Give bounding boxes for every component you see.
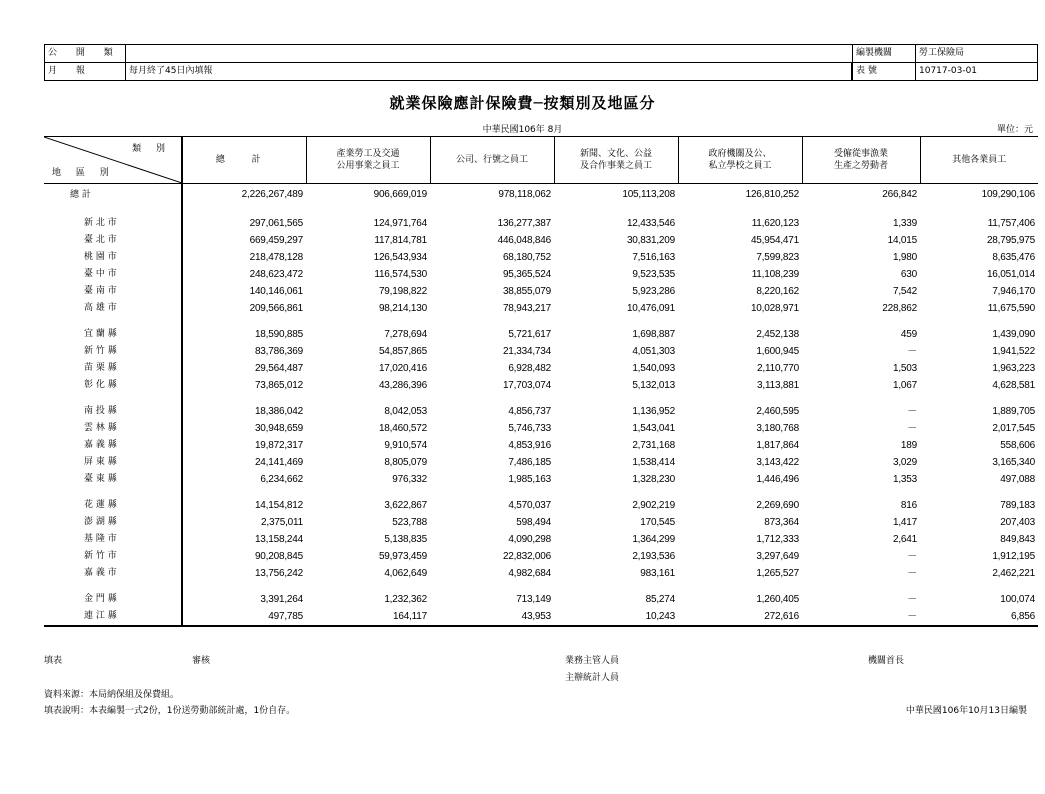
table-row bbox=[44, 326, 1038, 343]
table-number-label: 表 號 bbox=[853, 63, 916, 81]
value-cell: － bbox=[907, 551, 917, 562]
value-cell: 5,923,286 bbox=[632, 286, 675, 297]
table-row bbox=[44, 232, 1038, 249]
table-row bbox=[44, 249, 1038, 266]
value-cell: 669,459,297 bbox=[249, 235, 303, 246]
value-cell: 7,278,694 bbox=[384, 329, 427, 340]
value-cell: 873,364 bbox=[764, 517, 799, 528]
value-cell: 1,540,093 bbox=[632, 363, 675, 374]
value-cell: 523,788 bbox=[392, 517, 427, 528]
table-row bbox=[44, 471, 1038, 488]
value-cell: 5,138,835 bbox=[384, 534, 427, 545]
value-cell: 3,297,649 bbox=[756, 551, 799, 562]
value-cell: 7,516,163 bbox=[632, 252, 675, 263]
value-cell: 3,165,340 bbox=[992, 457, 1035, 468]
value-cell: 459 bbox=[900, 329, 917, 340]
value-cell: 266,842 bbox=[882, 189, 917, 200]
value-cell: 9,910,574 bbox=[384, 440, 427, 451]
value-cell: 117,814,781 bbox=[374, 235, 427, 246]
region-label: 澎 湖 縣 bbox=[44, 514, 182, 531]
value-cell: 7,486,185 bbox=[508, 457, 551, 468]
report-deadline: 每月終了45日內填報 bbox=[126, 63, 852, 81]
value-cell: 1,417 bbox=[892, 517, 917, 528]
value-cell: 1,067 bbox=[892, 380, 917, 391]
table-row bbox=[44, 497, 1038, 514]
value-cell: 446,048,846 bbox=[497, 235, 551, 246]
table-number: 10717-03-01 bbox=[916, 63, 1038, 81]
table-body bbox=[44, 184, 1038, 627]
region-label: 基 隆 市 bbox=[44, 531, 182, 548]
value-cell: 7,946,170 bbox=[992, 286, 1035, 297]
business-supervisor-label: 業務主管人員 bbox=[565, 656, 620, 666]
value-cell: 59,973,459 bbox=[378, 551, 427, 562]
value-cell: 116,574,530 bbox=[374, 269, 427, 280]
value-cell: 8,220,162 bbox=[756, 286, 799, 297]
value-cell: 85,274 bbox=[645, 594, 675, 605]
value-cell: 2,269,690 bbox=[756, 500, 799, 511]
value-cell: 11,108,239 bbox=[751, 269, 799, 280]
value-cell: 2,902,219 bbox=[632, 500, 675, 511]
value-cell: 136,277,387 bbox=[497, 218, 551, 229]
value-cell: 3,622,867 bbox=[384, 500, 427, 511]
value-cell: 6,234,662 bbox=[260, 474, 303, 485]
premium-table bbox=[44, 136, 1038, 627]
value-cell: 2,017,545 bbox=[992, 423, 1035, 434]
value-cell: 2,452,138 bbox=[756, 329, 799, 340]
value-cell: － bbox=[907, 594, 917, 605]
compiled-date: 中華民國106年10月13日編製 bbox=[905, 706, 1027, 716]
value-cell: 24,141,469 bbox=[254, 457, 303, 468]
table-row bbox=[44, 565, 1038, 582]
value-cell: 297,061,565 bbox=[249, 218, 303, 229]
value-cell: 8,805,079 bbox=[384, 457, 427, 468]
value-cell: 6,856 bbox=[920, 608, 1038, 626]
value-cell: 1,712,333 bbox=[756, 534, 799, 545]
compiling-agency: 勞工保險局 bbox=[916, 45, 1038, 63]
value-cell: 2,460,595 bbox=[756, 406, 799, 417]
table-row bbox=[44, 215, 1038, 232]
value-cell: 209,566,861 bbox=[249, 303, 303, 314]
value-cell: 2,193,536 bbox=[632, 551, 675, 562]
table-row bbox=[44, 608, 1038, 626]
value-cell: 73,865,012 bbox=[254, 380, 303, 391]
value-cell: 83,786,369 bbox=[254, 346, 303, 357]
value-cell: 4,090,298 bbox=[508, 534, 551, 545]
value-cell: 11,757,406 bbox=[987, 218, 1035, 229]
column-header: 政府機關及公、 私立學校之員工 bbox=[678, 137, 802, 184]
value-cell: 1,503 bbox=[892, 363, 917, 374]
public-class-label: 公 開 類 bbox=[45, 45, 126, 63]
value-cell: 630 bbox=[900, 269, 917, 280]
value-cell: 4,628,581 bbox=[992, 380, 1035, 391]
value-cell: 16,051,014 bbox=[986, 269, 1035, 280]
region-label: 臺 南 市 bbox=[44, 283, 182, 300]
region-label: 彰 化 縣 bbox=[44, 377, 182, 394]
value-cell: － bbox=[907, 406, 917, 417]
region-label: 桃 園 市 bbox=[44, 249, 182, 266]
value-cell: 713,149 bbox=[516, 594, 551, 605]
value-cell: 5,746,733 bbox=[508, 423, 551, 434]
value-cell: 11,620,123 bbox=[751, 218, 799, 229]
value-cell: 126,543,934 bbox=[373, 252, 427, 263]
region-label: 連 江 縣 bbox=[44, 608, 182, 626]
value-cell: 10,476,091 bbox=[626, 303, 675, 314]
value-cell: 3,180,768 bbox=[756, 423, 799, 434]
region-label: 總 計 bbox=[44, 184, 182, 207]
region-label: 嘉 義 縣 bbox=[44, 437, 182, 454]
value-cell: 5,721,617 bbox=[508, 329, 551, 340]
region-label: 金 門 縣 bbox=[44, 591, 182, 608]
value-cell: 2,110,770 bbox=[757, 363, 799, 374]
value-cell: 124,971,764 bbox=[373, 218, 427, 229]
value-cell: 1,941,522 bbox=[992, 346, 1035, 357]
total-row bbox=[44, 184, 1038, 207]
value-cell: 1,912,195 bbox=[992, 551, 1035, 562]
table-row bbox=[44, 514, 1038, 531]
value-cell: 1,339 bbox=[892, 218, 917, 229]
value-cell: 17,703,074 bbox=[502, 380, 551, 391]
value-cell: 79,198,822 bbox=[378, 286, 427, 297]
value-cell: 4,062,649 bbox=[384, 568, 427, 579]
value-cell: 1,232,362 bbox=[384, 594, 427, 605]
region-label: 宜 蘭 縣 bbox=[44, 326, 182, 343]
value-cell: 1,985,163 bbox=[508, 474, 551, 485]
value-cell: 3,113,881 bbox=[757, 380, 799, 391]
region-label: 花 蓮 縣 bbox=[44, 497, 182, 514]
value-cell: 9,523,535 bbox=[632, 269, 675, 280]
value-cell: 11,675,590 bbox=[987, 303, 1035, 314]
value-cell: 105,113,208 bbox=[622, 189, 675, 200]
table-row bbox=[44, 266, 1038, 283]
table-row bbox=[44, 437, 1038, 454]
value-cell: 54,857,865 bbox=[378, 346, 427, 357]
value-cell: － bbox=[802, 608, 920, 626]
value-cell: 43,286,396 bbox=[378, 380, 427, 391]
value-cell: 1,328,230 bbox=[632, 474, 675, 485]
value-cell: 906,669,019 bbox=[373, 189, 427, 200]
value-cell: 7,542 bbox=[892, 286, 917, 297]
value-cell: 8,635,476 bbox=[992, 252, 1035, 263]
unit-label: 單位：元 bbox=[996, 125, 1033, 135]
column-header: 其他各業員工 bbox=[920, 137, 1038, 184]
value-cell: 45,954,471 bbox=[750, 235, 799, 246]
fill-table-label: 填表 bbox=[44, 656, 63, 666]
value-cell: 100,074 bbox=[1000, 594, 1035, 605]
value-cell: 598,494 bbox=[516, 517, 551, 528]
value-cell: 2,641 bbox=[892, 534, 917, 545]
table-row bbox=[44, 377, 1038, 394]
region-label: 新 竹 市 bbox=[44, 548, 182, 565]
value-cell: 43,953 bbox=[430, 608, 554, 626]
value-cell: 13,158,244 bbox=[254, 534, 303, 545]
value-cell: 1,963,223 bbox=[992, 363, 1035, 374]
value-cell: 13,756,242 bbox=[254, 568, 303, 579]
table-row bbox=[44, 591, 1038, 608]
region-label: 苗 栗 縣 bbox=[44, 360, 182, 377]
value-cell: 14,015 bbox=[887, 235, 917, 246]
value-cell: 1,364,299 bbox=[632, 534, 675, 545]
value-cell: 98,214,130 bbox=[378, 303, 427, 314]
value-cell: 497,785 bbox=[182, 608, 306, 626]
statistics-supervisor-label: 主辦統計人員 bbox=[565, 673, 620, 683]
value-cell: 22,832,006 bbox=[502, 551, 551, 562]
value-cell: 28,795,975 bbox=[986, 235, 1035, 246]
value-cell: 497,088 bbox=[1000, 474, 1035, 485]
value-cell: 2,375,011 bbox=[261, 517, 303, 528]
value-cell: 978,118,062 bbox=[498, 189, 551, 200]
table-row bbox=[44, 283, 1038, 300]
compiling-agency-label: 編製機關 bbox=[853, 45, 916, 63]
row-spacer bbox=[44, 394, 1038, 403]
value-cell: 140,146,061 bbox=[249, 286, 303, 297]
header-left-box bbox=[44, 44, 852, 81]
value-cell: 228,862 bbox=[882, 303, 917, 314]
data-source-note: 資料來源：本局納保組及保費組。 bbox=[44, 690, 180, 700]
value-cell: 18,590,885 bbox=[254, 329, 303, 340]
value-cell: 4,051,303 bbox=[632, 346, 675, 357]
value-cell: 1,265,527 bbox=[756, 568, 799, 579]
value-cell: 78,943,217 bbox=[502, 303, 551, 314]
agency-head-label: 機關首長 bbox=[868, 656, 905, 666]
value-cell: 4,853,916 bbox=[508, 440, 551, 451]
report-period: 中華民國106年 8月 bbox=[482, 125, 563, 135]
region-label: 新 竹 縣 bbox=[44, 343, 182, 360]
value-cell: 90,208,845 bbox=[254, 551, 303, 562]
value-cell: － bbox=[907, 568, 917, 579]
region-label: 臺 北 市 bbox=[44, 232, 182, 249]
page-title: 就業保險應計保險費─按類別及地區分 bbox=[389, 94, 656, 112]
value-cell: 10,243 bbox=[554, 608, 678, 626]
value-cell: 1,260,405 bbox=[756, 594, 799, 605]
value-cell: 21,334,734 bbox=[502, 346, 551, 357]
row-spacer bbox=[44, 582, 1038, 591]
value-cell: 1,538,414 bbox=[632, 457, 675, 468]
value-cell: 3,029 bbox=[892, 457, 917, 468]
value-cell: 5,132,013 bbox=[632, 380, 675, 391]
region-label: 雲 林 縣 bbox=[44, 420, 182, 437]
table-row bbox=[44, 548, 1038, 565]
value-cell: 18,386,042 bbox=[254, 406, 303, 417]
value-cell: 170,545 bbox=[640, 517, 675, 528]
value-cell: 14,154,812 bbox=[254, 500, 303, 511]
value-cell: 272,616 bbox=[678, 608, 802, 626]
corner-region-label: 地 區 別 bbox=[52, 168, 115, 178]
value-cell: － bbox=[907, 346, 917, 357]
value-cell: 1,136,952 bbox=[632, 406, 675, 417]
column-header: 產業勞工及交通 公用事業之員工 bbox=[306, 137, 430, 184]
value-cell: 1,889,705 bbox=[992, 406, 1035, 417]
value-cell: 3,143,422 bbox=[756, 457, 799, 468]
review-label: 審核 bbox=[192, 656, 211, 666]
region-label: 屏 東 縣 bbox=[44, 454, 182, 471]
value-cell: 1,353 bbox=[892, 474, 917, 485]
value-cell: 7,599,823 bbox=[756, 252, 799, 263]
value-cell: 189 bbox=[900, 440, 917, 451]
value-cell: 1,817,864 bbox=[756, 440, 799, 451]
value-cell: 2,731,168 bbox=[632, 440, 675, 451]
value-cell: 38,855,079 bbox=[502, 286, 551, 297]
region-label: 臺 中 市 bbox=[44, 266, 182, 283]
value-cell: 1,980 bbox=[892, 252, 917, 263]
value-cell: 18,460,572 bbox=[378, 423, 427, 434]
value-cell: 12,433,546 bbox=[626, 218, 675, 229]
value-cell: 164,117 bbox=[306, 608, 430, 626]
table-header-row bbox=[44, 137, 1038, 184]
fill-instructions-note: 填表說明：本表編製一式2份，1份送勞動部統計處，1份自存。 bbox=[44, 706, 296, 716]
value-cell: 8,042,053 bbox=[384, 406, 427, 417]
value-cell: 207,403 bbox=[1000, 517, 1035, 528]
value-cell: － bbox=[907, 423, 917, 434]
value-cell: 849,843 bbox=[1000, 534, 1035, 545]
corner-category-label: 類 別 bbox=[132, 144, 171, 154]
table-row bbox=[44, 454, 1038, 471]
value-cell: 4,856,737 bbox=[508, 406, 551, 417]
region-label: 新 北 市 bbox=[44, 215, 182, 232]
corner-cell bbox=[44, 137, 182, 184]
value-cell: 6,928,482 bbox=[508, 363, 551, 374]
column-header: 總 計 bbox=[182, 137, 306, 184]
region-label: 嘉 義 市 bbox=[44, 565, 182, 582]
value-cell: 976,332 bbox=[392, 474, 427, 485]
column-header: 新聞、文化、公益 及合作事業之員工 bbox=[554, 137, 678, 184]
value-cell: 2,226,267,489 bbox=[241, 189, 303, 200]
value-cell: 30,948,659 bbox=[254, 423, 303, 434]
value-cell: 126,810,252 bbox=[745, 189, 799, 200]
column-header: 公司、行號之員工 bbox=[430, 137, 554, 184]
value-cell: 19,872,317 bbox=[254, 440, 303, 451]
value-cell: 558,606 bbox=[1000, 440, 1035, 451]
value-cell: 1,600,945 bbox=[756, 346, 799, 357]
value-cell: 816 bbox=[900, 500, 917, 511]
row-spacer bbox=[44, 317, 1038, 326]
value-cell: 248,623,472 bbox=[249, 269, 303, 280]
value-cell: 2,462,221 bbox=[992, 568, 1035, 579]
value-cell: 983,161 bbox=[640, 568, 675, 579]
value-cell: 1,698,887 bbox=[632, 329, 675, 340]
value-cell: 109,290,106 bbox=[981, 189, 1035, 200]
region-label: 臺 東 縣 bbox=[44, 471, 182, 488]
value-cell: 218,478,128 bbox=[249, 252, 303, 263]
value-cell: 1,439,090 bbox=[992, 329, 1035, 340]
table-row bbox=[44, 300, 1038, 317]
table-row bbox=[44, 403, 1038, 420]
value-cell: 30,831,209 bbox=[626, 235, 675, 246]
value-cell: 4,570,037 bbox=[508, 500, 551, 511]
value-cell: 68,180,752 bbox=[502, 252, 551, 263]
report-type-label: 月 報 bbox=[45, 63, 126, 81]
value-cell: 1,446,496 bbox=[756, 474, 799, 485]
value-cell: 10,028,971 bbox=[750, 303, 799, 314]
table-row bbox=[44, 360, 1038, 377]
value-cell: 3,391,264 bbox=[260, 594, 303, 605]
table-row bbox=[44, 420, 1038, 437]
region-label: 南 投 縣 bbox=[44, 403, 182, 420]
table-row bbox=[44, 343, 1038, 360]
value-cell: 1,543,041 bbox=[632, 423, 675, 434]
column-header: 受僱從事漁業 生產之勞動者 bbox=[802, 137, 920, 184]
header-right-box bbox=[852, 44, 1038, 81]
value-cell: 29,564,487 bbox=[254, 363, 303, 374]
row-spacer bbox=[44, 488, 1038, 497]
table-row bbox=[44, 531, 1038, 548]
region-label: 高 雄 市 bbox=[44, 300, 182, 317]
value-cell: 789,183 bbox=[1000, 500, 1035, 511]
value-cell: 17,020,416 bbox=[378, 363, 427, 374]
value-cell: 4,982,684 bbox=[508, 568, 551, 579]
row-spacer bbox=[44, 206, 1038, 215]
value-cell: 95,365,524 bbox=[502, 269, 551, 280]
